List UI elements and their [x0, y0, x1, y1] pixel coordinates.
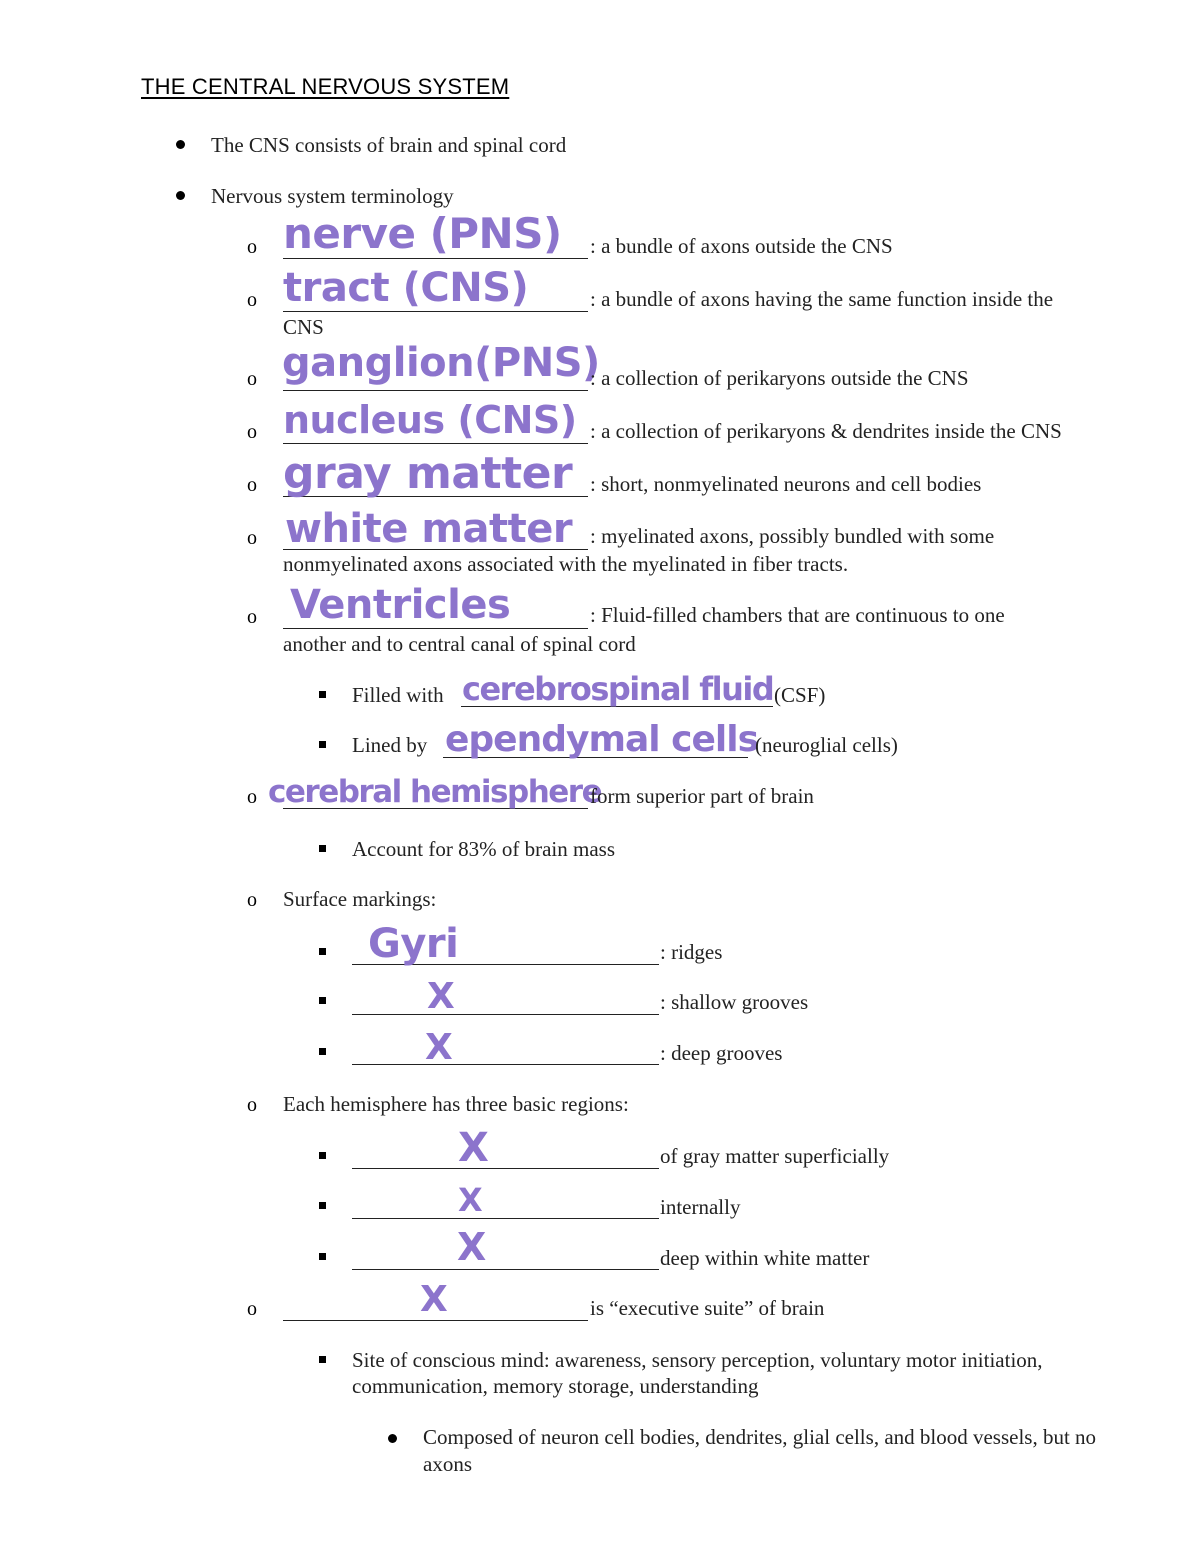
handwritten-answer-x: X	[420, 1279, 448, 1320]
bullet-circle: o	[247, 786, 257, 808]
term-definition-cont: CNS	[283, 315, 324, 339]
surface-suffix: : shallow grooves	[660, 990, 809, 1014]
term-definition: : a bundle of axons outside the CNS	[590, 234, 893, 258]
answer-blank	[352, 1168, 659, 1169]
bullet-disc	[176, 140, 185, 149]
bullet-square	[319, 1253, 326, 1260]
hemisphere-sub: Account for 83% of brain mass	[352, 837, 616, 861]
page-title: THE CENTRAL NERVOUS SYSTEM	[141, 74, 510, 99]
bullet-square	[319, 1202, 326, 1209]
bullet-square	[319, 997, 326, 1004]
handwritten-answer-tract: tract (CNS)	[283, 265, 529, 311]
regions-heading: Each hemisphere has three basic regions:	[283, 1092, 629, 1116]
bullet-circle: o	[247, 889, 257, 911]
term-definition: : short, nonmyelinated neurons and cell bodies	[590, 472, 982, 496]
answer-blank	[283, 311, 588, 312]
surface-suffix: : ridges	[660, 940, 723, 964]
handwritten-answer-ependymal: ependymal cells	[445, 719, 759, 760]
answer-blank	[283, 1320, 588, 1321]
answer-blank	[283, 628, 588, 629]
term-definition: : myelinated axons, possibly bundled with some	[590, 524, 995, 548]
handwritten-answer-gyri: Gyri	[368, 921, 459, 967]
answer-blank	[352, 1218, 659, 1219]
bullet-circle: o	[247, 1094, 257, 1116]
handwritten-answer-ganglion: ganglion(PNS)	[282, 340, 600, 386]
bullet-circle: o	[247, 421, 257, 443]
handwritten-answer-gray-matter: gray matter	[283, 448, 573, 499]
bullet-circle: o	[247, 474, 257, 496]
term-definition-cont: another and to central canal of spinal cord	[283, 632, 636, 656]
hemisphere-suffix: form superior part of brain	[590, 784, 814, 808]
handwritten-answer-x: X	[427, 976, 455, 1017]
intro-line-2: Nervous system terminology	[211, 184, 454, 208]
bullet-circle: o	[247, 289, 257, 311]
handwritten-answer-x: X	[458, 1125, 489, 1171]
handwritten-answer-cerebral-hemisphere: cerebral hemisphere	[268, 774, 602, 810]
term-definition: : a collection of perikaryons & dendrites inside the CNS	[590, 419, 1062, 443]
handwritten-answer-ventricles: Ventricles	[290, 582, 511, 628]
bullet-square	[319, 741, 326, 748]
executive-subsub: Composed of neuron cell bodies, dendrites, glial cells, and blood vessels, but no axons	[423, 1425, 1097, 1476]
regions-suffix: of gray matter superficially	[660, 1144, 890, 1168]
bullet-circle: o	[247, 236, 257, 258]
surface-heading: Surface markings:	[283, 887, 437, 911]
executive-sub: Site of conscious mind: awareness, sensory perception, voluntary motor initiation, communication, memory storage, understanding	[352, 1348, 1043, 1398]
answer-blank	[283, 258, 588, 259]
term-definition: : Fluid-filled chambers that are continuous to one	[590, 603, 1005, 627]
bullet-disc	[176, 191, 185, 200]
term-definition-cont: nonmyelinated axons associated with the myelinated in fiber tracts.	[283, 552, 849, 576]
bullet-circle: o	[247, 1298, 257, 1320]
lined-by-suffix: (neuroglial cells)	[755, 733, 898, 757]
answer-blank	[352, 1064, 659, 1065]
bullet-circle: o	[247, 368, 257, 390]
filled-with-suffix: (CSF)	[774, 683, 826, 707]
filled-with-label: Filled with	[352, 683, 444, 707]
handwritten-answer-white-matter: white matter	[285, 506, 573, 552]
handwritten-answer-nucleus: nucleus (CNS)	[283, 398, 577, 442]
surface-suffix: : deep grooves	[660, 1041, 783, 1065]
handwritten-answer-x: X	[425, 1027, 453, 1068]
answer-blank	[283, 443, 588, 444]
bullet-circle: o	[247, 606, 257, 628]
handwritten-answer-x: X	[458, 1181, 483, 1219]
term-definition: : a collection of perikaryons outside the CNS	[590, 366, 969, 390]
lined-by-label: Lined by	[352, 733, 428, 757]
term-definition: : a bundle of axons having the same function inside the	[590, 287, 1054, 311]
bullet-square	[319, 845, 326, 852]
regions-suffix: internally	[660, 1195, 741, 1219]
intro-line-1: The CNS consists of brain and spinal cord	[211, 133, 567, 157]
bullet-square	[319, 1356, 326, 1363]
bullet-square	[319, 1152, 326, 1159]
handwritten-answer-nerve: nerve (PNS)	[283, 209, 562, 258]
handwritten-answer-csf: cerebrospinal fluid	[462, 670, 774, 708]
regions-suffix: deep within white matter	[660, 1246, 870, 1270]
bullet-square	[319, 1048, 326, 1055]
bullet-circle: o	[247, 527, 257, 549]
bullet-disc	[388, 1434, 397, 1443]
answer-blank	[352, 1269, 659, 1270]
executive-suffix: is “executive suite” of brain	[590, 1296, 825, 1320]
answer-blank	[352, 1014, 659, 1015]
bullet-square	[319, 948, 326, 955]
answer-blank	[283, 390, 588, 391]
handwritten-answer-x: X	[457, 1225, 486, 1269]
bullet-square	[319, 691, 326, 698]
